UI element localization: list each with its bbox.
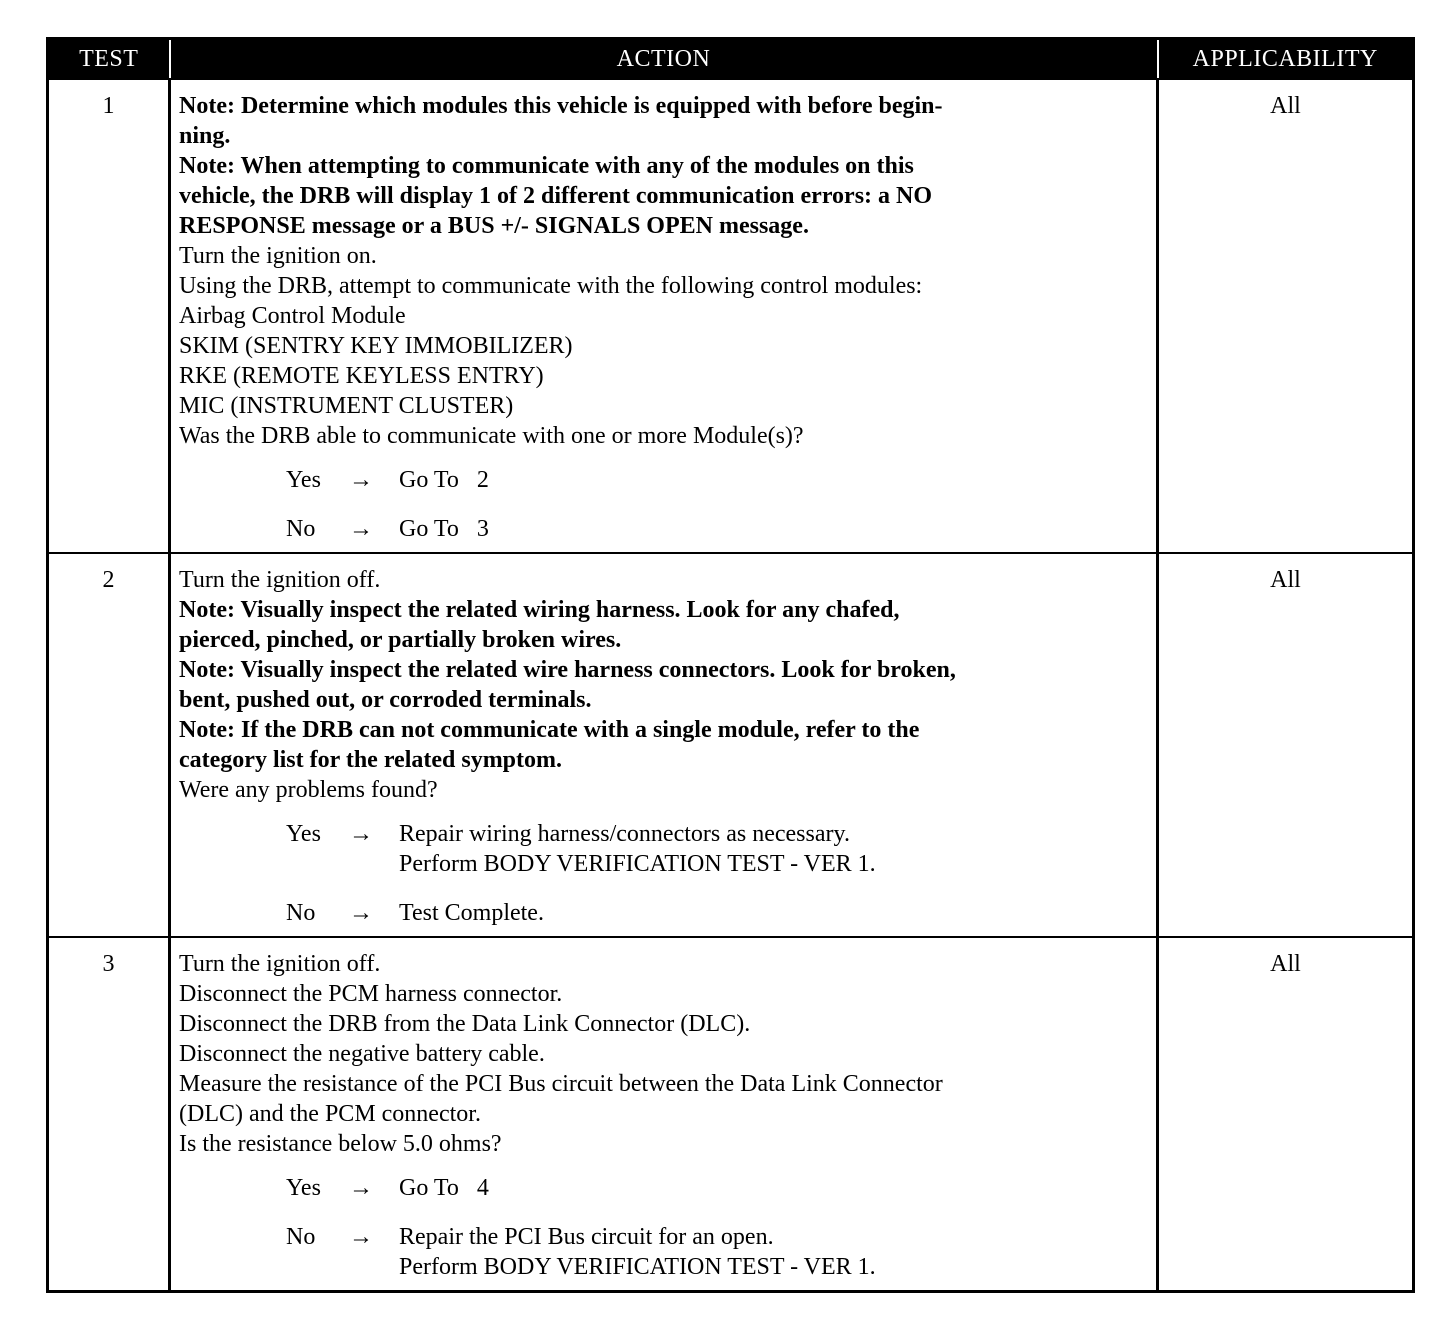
- instruction-line: Turn the ignition on.: [179, 243, 377, 269]
- answer-result: [399, 898, 1148, 928]
- table-body: [48, 79, 1414, 1292]
- answer-result-text: Test Complete.: [399, 900, 544, 926]
- action-cell: [170, 79, 1158, 553]
- arrow-right-icon: →: [349, 821, 373, 847]
- header-applicability: APPLICABILITY: [1158, 39, 1414, 80]
- test-number: 2: [48, 553, 170, 937]
- table-row: [48, 79, 1414, 553]
- instruction-line: Measure the resistance of the PCI Bus circuit between the Data Link Connector: [179, 1071, 943, 1097]
- answer-result: [399, 849, 1148, 879]
- instruction-line: Disconnect the DRB from the Data Link Connector (DLC).: [179, 1011, 751, 1037]
- goto-test-number: 2: [476, 467, 489, 493]
- answer-result: [399, 465, 1148, 495]
- instruction-line: SKIM (SENTRY KEY IMMOBILIZER): [179, 333, 573, 359]
- answer-yes: [179, 465, 1148, 495]
- note-line: bent, pushed out, or corroded terminals.: [179, 687, 592, 713]
- answer-key: Yes: [286, 467, 321, 493]
- answer-result: [399, 1252, 1148, 1282]
- answer-no: [179, 1222, 1148, 1282]
- instruction-line: Using the DRB, attempt to communicate with the following control modules:: [179, 273, 923, 299]
- table-row: [48, 937, 1414, 1292]
- note-line: Note: If the DRB can not communicate with a single module, refer to the: [179, 717, 920, 743]
- answer-list: [179, 1173, 1148, 1282]
- answer-result-text: Repair wiring harness/connectors as necessary.: [399, 821, 850, 847]
- header-test: TEST: [48, 39, 170, 80]
- answer-list: [179, 819, 1148, 928]
- applicability-cell: All: [1158, 937, 1414, 1292]
- answer-key: No: [286, 900, 316, 926]
- instruction-line: Is the resistance below 5.0 ohms?: [179, 1131, 502, 1157]
- note-line: Note: Visually inspect the related wiring harness. Look for any chafed,: [179, 597, 900, 623]
- instruction-line: Disconnect the PCM harness connector.: [179, 981, 563, 1007]
- note-line: pierced, pinched, or partially broken wires.: [179, 627, 622, 653]
- instruction-line: (DLC) and the PCM connector.: [179, 1101, 481, 1127]
- test-number: 3: [48, 937, 170, 1292]
- answer-yes: [179, 819, 1148, 879]
- arrow-right-icon: →: [349, 1224, 373, 1250]
- arrow-right-icon: →: [349, 1175, 373, 1201]
- answer-no: [179, 898, 1148, 928]
- note-line: vehicle, the DRB will display 1 of 2 different communication errors: a NO: [179, 183, 933, 209]
- answer-no: [179, 514, 1148, 544]
- goto-test-number: 3: [476, 516, 489, 542]
- instruction-line: Turn the ignition off.: [179, 951, 381, 977]
- answer-key: No: [286, 1224, 316, 1250]
- answer-result-text: Go To: [399, 1175, 459, 1201]
- answer-list: [179, 465, 1148, 544]
- instruction-line: Was the DRB able to communicate with one or more Module(s)?: [179, 423, 804, 449]
- instruction-line: Airbag Control Module: [179, 303, 406, 329]
- table-row: [48, 553, 1414, 937]
- instruction-line: MIC (INSTRUMENT CLUSTER): [179, 393, 514, 419]
- answer-result-text: Perform BODY VERIFICATION TEST - VER 1.: [399, 1254, 876, 1280]
- header-action: ACTION: [170, 39, 1158, 80]
- instruction-line: Disconnect the negative battery cable.: [179, 1041, 545, 1067]
- answer-key: Yes: [286, 1175, 321, 1201]
- instruction-line: RKE (REMOTE KEYLESS ENTRY): [179, 363, 544, 389]
- answer-result-text: Perform BODY VERIFICATION TEST - VER 1.: [399, 851, 876, 877]
- instruction-line: Were any problems found?: [179, 777, 438, 803]
- answer-result: [399, 1222, 1148, 1252]
- answer-result-text: Repair the PCI Bus circuit for an open.: [399, 1224, 774, 1250]
- instruction-line: Turn the ignition off.: [179, 567, 381, 593]
- applicability-cell: All: [1158, 79, 1414, 553]
- applicability-cell: All: [1158, 553, 1414, 937]
- note-line: Note: When attempting to communicate with any of the modules on this: [179, 153, 914, 179]
- note-line: ning.: [179, 123, 231, 149]
- note-line: RESPONSE message or a BUS +/- SIGNALS OPEN message.: [179, 213, 809, 239]
- diagnostic-test-table: [46, 37, 1415, 1293]
- answer-result: [399, 819, 1148, 849]
- answer-key: Yes: [286, 821, 321, 847]
- answer-result: [399, 1173, 1148, 1203]
- answer-result: [399, 514, 1148, 544]
- answer-key: No: [286, 516, 316, 542]
- arrow-right-icon: →: [349, 900, 373, 926]
- arrow-right-icon: →: [349, 516, 373, 542]
- table-header-row: [48, 39, 1414, 80]
- action-cell: [170, 553, 1158, 937]
- goto-test-number: 4: [476, 1175, 489, 1201]
- answer-result-text: Go To: [399, 467, 459, 493]
- action-cell: [170, 937, 1158, 1292]
- note-line: Note: Determine which modules this vehicle is equipped with before begin-: [179, 93, 943, 119]
- test-number: 1: [48, 79, 170, 553]
- note-line: Note: Visually inspect the related wire harness connectors. Look for broken,: [179, 657, 956, 683]
- note-line: category list for the related symptom.: [179, 747, 563, 773]
- arrow-right-icon: →: [349, 467, 373, 493]
- answer-yes: [179, 1173, 1148, 1203]
- answer-result-text: Go To: [399, 516, 459, 542]
